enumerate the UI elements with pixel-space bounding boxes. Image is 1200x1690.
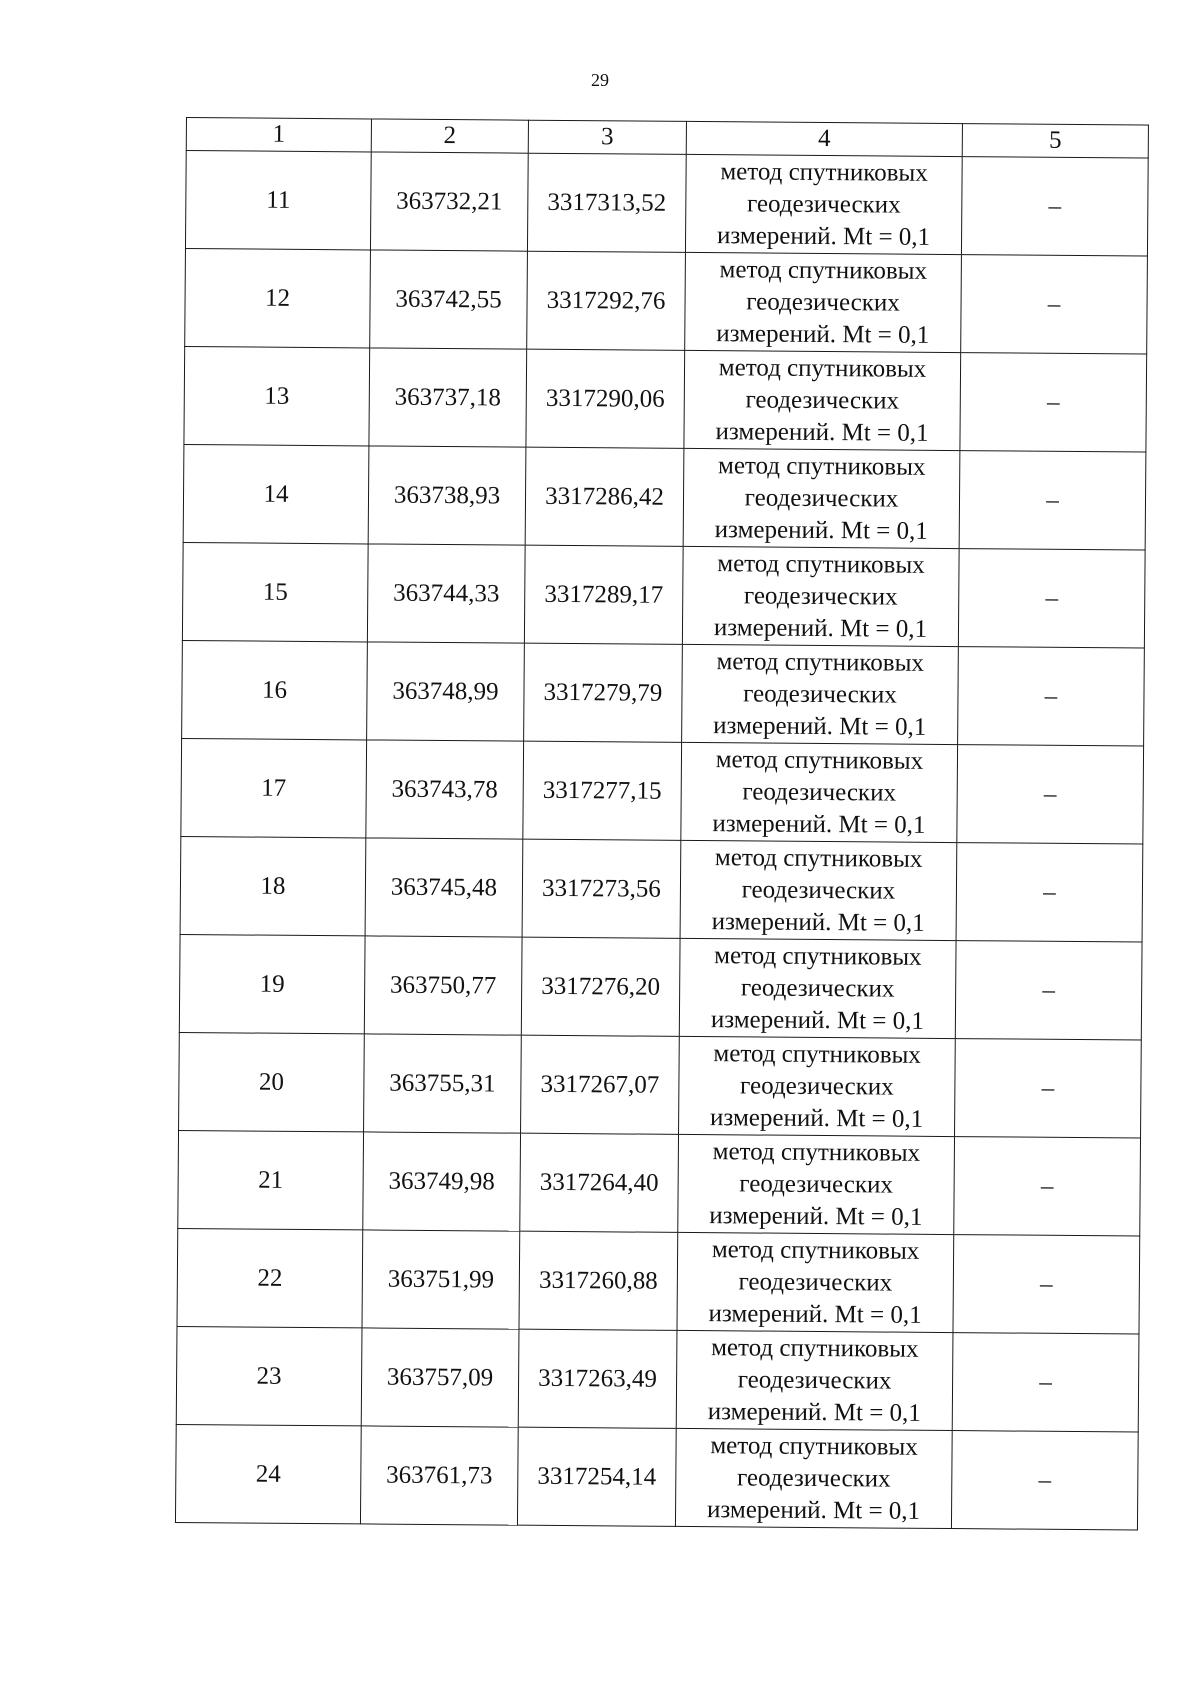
- y-coordinate-cell: 3317267,07: [521, 1035, 680, 1134]
- x-coordinate-cell: 363744,33: [367, 544, 525, 643]
- table-row: [178, 1130, 1141, 1236]
- note-cell: –: [961, 255, 1148, 354]
- y-coordinate-cell: 3317264,40: [520, 1133, 679, 1232]
- x-coordinate-cell: 363742,55: [370, 250, 528, 349]
- method-line: геодезических: [743, 679, 897, 709]
- point-number-cell: 21: [178, 1130, 364, 1229]
- header-cell: 4: [686, 121, 962, 156]
- method-line: метод спутниковых: [715, 745, 924, 775]
- method-line: метод спутниковых: [717, 549, 925, 579]
- x-coordinate-cell: 363755,31: [364, 1034, 522, 1133]
- point-number-cell: 23: [176, 1326, 362, 1425]
- note-cell: –: [955, 1039, 1142, 1138]
- method-line: измерений. Mt = 0,1: [711, 907, 925, 937]
- method-line: метод спутниковых: [717, 451, 926, 481]
- y-coordinate-cell: 3317290,06: [526, 349, 685, 448]
- note-cell: –: [952, 1333, 1139, 1432]
- y-coordinate-cell: 3317279,79: [524, 643, 683, 742]
- point-number-cell: 22: [177, 1228, 363, 1327]
- x-coordinate-cell: 363745,48: [365, 838, 523, 937]
- header-cell: 2: [371, 119, 528, 153]
- method-line: геодезических: [741, 875, 896, 905]
- method-cell: [679, 938, 956, 1038]
- method-line: метод спутниковых: [711, 1235, 920, 1265]
- header-cell: 1: [186, 118, 371, 152]
- y-coordinate-cell: 3317313,52: [527, 153, 686, 252]
- method-line: геодезических: [738, 1267, 893, 1297]
- point-number-cell: 14: [183, 444, 369, 543]
- method-line: метод спутниковых: [713, 1039, 921, 1069]
- method-line: измерений. Mt = 0,1: [712, 809, 926, 839]
- table-row: [185, 248, 1148, 354]
- method-line: измерений. Mt = 0,1: [708, 1299, 922, 1329]
- table-row: [183, 444, 1146, 550]
- method-line: измерений. Mt = 0,1: [713, 613, 928, 643]
- method-line: геодезических: [746, 189, 901, 219]
- method-line: метод спутниковых: [718, 353, 927, 383]
- method-cell: [684, 350, 961, 450]
- table-row: [179, 1032, 1142, 1138]
- y-coordinate-cell: 3317273,56: [522, 839, 681, 938]
- method-line: метод спутниковых: [712, 1137, 921, 1167]
- y-coordinate-cell: 3317263,49: [518, 1329, 677, 1428]
- note-cell: –: [959, 451, 1146, 550]
- header-cell: 3: [528, 120, 686, 154]
- x-coordinate-cell: 363732,21: [370, 152, 528, 251]
- method-line: метод спутниковых: [720, 157, 928, 187]
- table-row: [176, 1326, 1139, 1432]
- method-line: геодезических: [739, 1169, 894, 1199]
- x-coordinate-cell: 363751,99: [362, 1230, 520, 1329]
- method-line: метод спутниковых: [711, 1333, 919, 1363]
- method-cell: [682, 644, 959, 744]
- point-number-cell: 15: [182, 542, 368, 641]
- note-cell: –: [955, 941, 1142, 1040]
- method-cell: [678, 1134, 955, 1234]
- method-cell: [685, 252, 962, 352]
- x-coordinate-cell: 363738,93: [368, 446, 526, 545]
- page-number: 29: [591, 70, 609, 90]
- method-line: геодезических: [742, 777, 897, 807]
- note-cell: –: [958, 549, 1145, 648]
- point-number-cell: 20: [179, 1032, 365, 1131]
- table-row: [177, 1228, 1140, 1334]
- note-cell: –: [953, 1235, 1140, 1334]
- method-line: измерений. Mt = 0,1: [710, 1005, 925, 1035]
- table-row: [185, 151, 1148, 257]
- point-number-cell: 11: [185, 151, 371, 250]
- y-coordinate-cell: 3317292,76: [527, 251, 686, 350]
- method-cell: [675, 1428, 952, 1528]
- method-line: геодезических: [740, 973, 895, 1003]
- method-line: измерений. Mt = 0,1: [716, 221, 931, 251]
- note-cell: –: [956, 843, 1143, 942]
- x-coordinate-cell: 363757,09: [361, 1328, 519, 1427]
- x-coordinate-cell: 363761,73: [360, 1426, 518, 1525]
- x-coordinate-cell: 363750,77: [364, 936, 522, 1035]
- point-number-cell: 17: [181, 738, 367, 837]
- table-row: [182, 542, 1145, 648]
- note-cell: –: [954, 1137, 1141, 1236]
- coordinates-table: [175, 117, 1149, 1531]
- note-cell: –: [960, 353, 1147, 452]
- method-line: измерений. Mt = 0,1: [714, 515, 928, 545]
- method-line: измерений. Mt = 0,1: [715, 417, 929, 447]
- method-line: геодезических: [746, 287, 900, 317]
- point-number-cell: 18: [180, 836, 366, 935]
- method-cell: [681, 742, 958, 842]
- y-coordinate-cell: 3317286,42: [525, 447, 684, 546]
- method-line: метод спутниковых: [714, 843, 923, 873]
- method-cell: [677, 1232, 954, 1332]
- point-number-cell: 24: [175, 1424, 361, 1523]
- point-number-cell: 12: [185, 248, 371, 347]
- y-coordinate-cell: 3317277,15: [523, 741, 682, 840]
- y-coordinate-cell: 3317289,17: [524, 545, 683, 644]
- method-line: геодезических: [737, 1365, 892, 1395]
- method-line: геодезических: [744, 483, 899, 513]
- table-row: [180, 836, 1143, 942]
- table-row: [175, 1424, 1138, 1530]
- y-coordinate-cell: 3317254,14: [517, 1427, 676, 1526]
- table-row: [184, 346, 1147, 452]
- x-coordinate-cell: 363748,99: [367, 642, 525, 741]
- method-line: метод спутниковых: [710, 1431, 918, 1461]
- method-line: геодезических: [745, 385, 900, 415]
- method-line: измерений. Mt = 0,1: [709, 1201, 923, 1231]
- method-line: геодезических: [743, 581, 898, 611]
- method-line: метод спутниковых: [719, 255, 928, 285]
- y-coordinate-cell: 3317260,88: [519, 1231, 678, 1330]
- x-coordinate-cell: 363743,78: [366, 740, 524, 839]
- table-body: [175, 118, 1148, 1531]
- note-cell: –: [957, 745, 1144, 844]
- method-cell: [680, 840, 957, 940]
- method-line: метод спутниковых: [716, 647, 925, 677]
- note-cell: –: [958, 647, 1145, 746]
- method-cell: [683, 448, 960, 548]
- method-line: измерений. Mt = 0,1: [707, 1397, 921, 1427]
- method-line: измерений. Mt = 0,1: [706, 1495, 921, 1525]
- method-line: геодезических: [740, 1071, 894, 1101]
- method-line: измерений. Mt = 0,1: [713, 711, 927, 741]
- note-cell: –: [961, 157, 1148, 256]
- x-coordinate-cell: 363737,18: [369, 348, 527, 447]
- method-line: измерений. Mt = 0,1: [716, 319, 930, 349]
- table-row: [179, 934, 1142, 1040]
- point-number-cell: 19: [179, 934, 365, 1033]
- method-line: метод спутниковых: [714, 941, 922, 971]
- method-cell: [682, 546, 959, 646]
- table-row: [182, 640, 1145, 746]
- point-number-cell: 16: [182, 640, 368, 739]
- point-number-cell: 13: [184, 346, 370, 445]
- header-cell: 5: [962, 124, 1148, 158]
- x-coordinate-cell: 363749,98: [363, 1132, 521, 1231]
- method-cell: [676, 1330, 953, 1430]
- method-line: геодезических: [736, 1463, 891, 1493]
- table-row: [181, 738, 1144, 844]
- method-line: измерений. Mt = 0,1: [710, 1103, 924, 1133]
- method-cell: [685, 154, 962, 254]
- method-cell: [679, 1036, 956, 1136]
- note-cell: –: [951, 1431, 1138, 1530]
- y-coordinate-cell: 3317276,20: [521, 937, 680, 1036]
